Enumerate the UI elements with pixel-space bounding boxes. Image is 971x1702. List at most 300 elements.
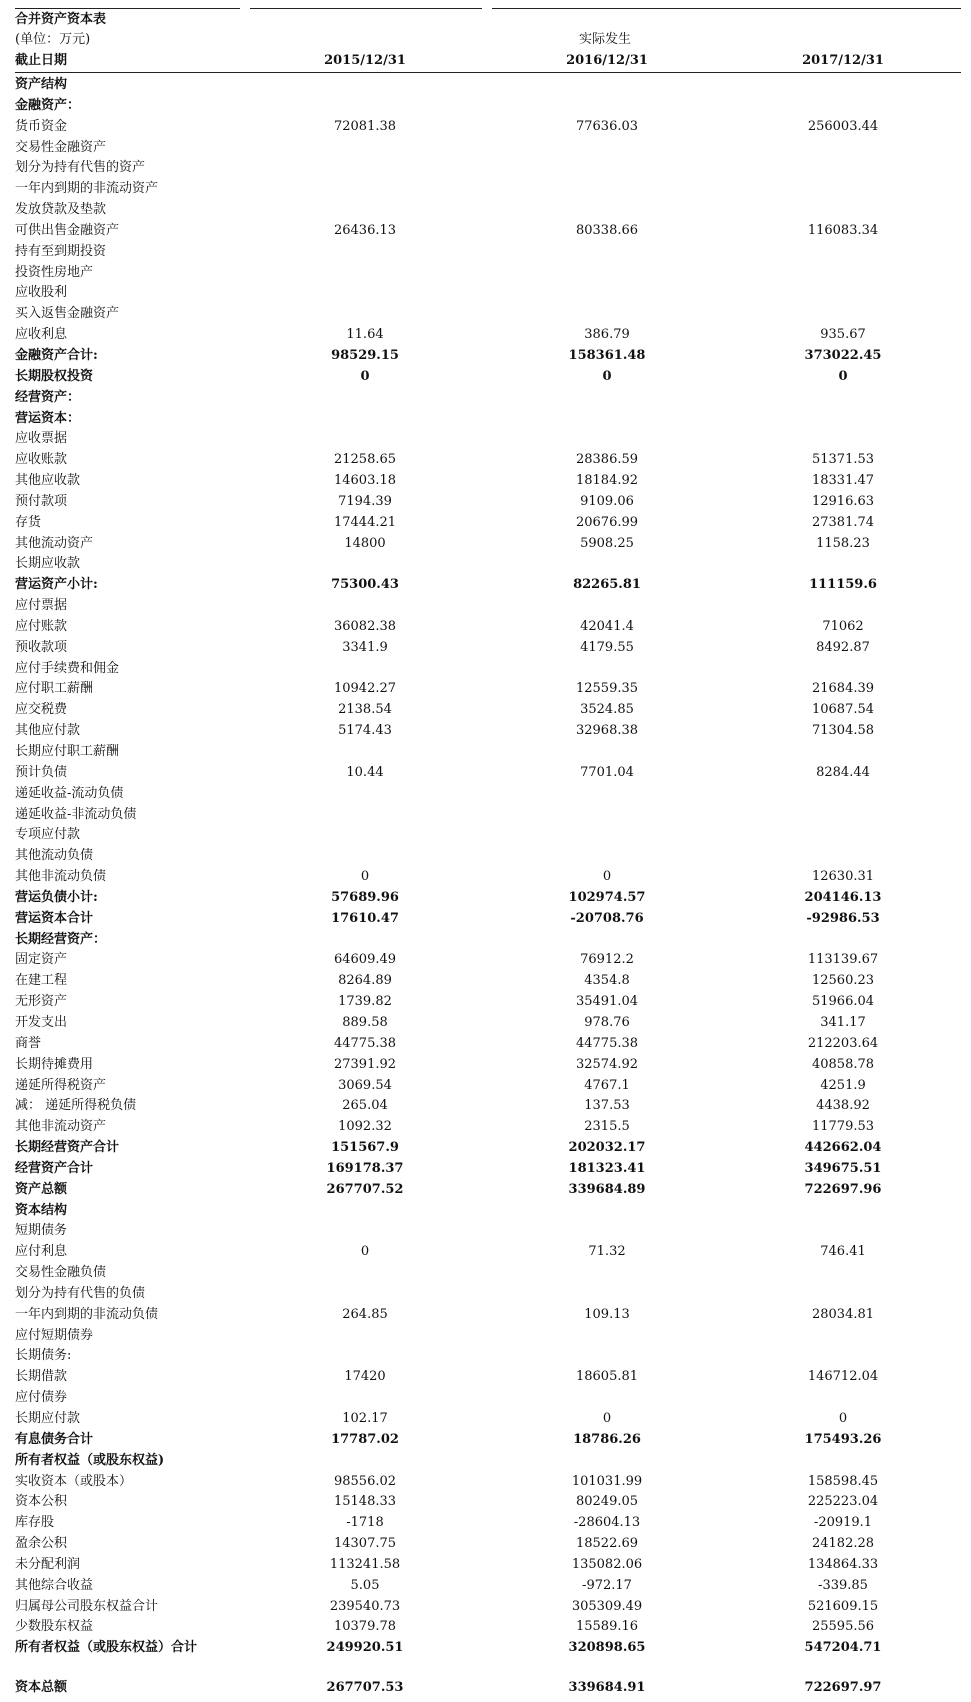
row-label: 短期债务 [15,1223,68,1239]
row-value-3: 746.41 [820,1244,866,1260]
row-label: 其他综合收益 [15,1577,94,1593]
row-value-1: 98556.02 [333,1473,397,1489]
table-row [0,179,971,200]
table-row [0,1242,971,1263]
row-value-2: 339684.91 [568,1680,646,1696]
row-label: 交易性金融资产 [15,139,107,155]
row-label: 其他非流动负债 [15,869,107,885]
row-value-1: 265.04 [342,1098,388,1114]
row-label: 金融资产合计: [15,347,98,363]
row-value-2: -28604.13 [573,1515,641,1531]
balance-table [0,75,971,1699]
table-row [0,1597,971,1618]
row-label: 其他非流动资产 [15,1119,107,1135]
row-value-3: 0 [838,1411,848,1426]
row-label: 所有者权益（或股东权益) [15,1452,165,1468]
row-label: 一年内到期的非流动资产 [15,181,159,197]
row-label: 少数股东权益 [15,1619,94,1635]
row-label: 资产总额 [15,1181,68,1197]
report-title: 合并资产资本表 [15,12,107,27]
table-row [0,1555,971,1576]
row-value-1: 75300.43 [331,577,399,593]
row-label: 营运资产小计: [15,577,98,593]
row-value-2: 0 [602,869,612,885]
row-value-3: 8284.44 [816,764,870,780]
table-row [0,1367,971,1388]
row-value-1: 2138.54 [338,702,392,718]
row-value-2: 0 [602,1411,612,1426]
table-row [0,513,971,534]
row-value-3: 10687.54 [811,702,875,718]
table-row [0,575,971,596]
row-value-2: 32968.38 [575,723,639,739]
table-row [0,1284,971,1305]
row-value-1: 17787.02 [331,1431,399,1447]
row-value-2: 18522.69 [575,1536,639,1552]
row-value-1: 14307.75 [333,1536,397,1552]
row-value-3: 1158.23 [816,535,870,551]
row-value-3: 12916.63 [811,493,875,509]
table-row [0,721,971,742]
row-value-1: 239540.73 [329,1598,401,1614]
row-value-2: 76912.2 [580,952,634,968]
row-label: 应付职工薪酬 [15,681,94,697]
row-value-3: 935.67 [820,327,866,343]
date-2017: 2017/12/31 [802,53,884,68]
row-value-2: 80338.66 [575,222,639,238]
row-value-3: 256003.44 [807,118,879,134]
row-value-1: 10942.27 [333,681,397,697]
row-value-1: 17444.21 [333,514,397,530]
table-row [0,846,971,867]
row-value-3: 116083.34 [807,222,879,238]
row-value-2: 18184.92 [575,473,639,489]
row-value-1: 3069.54 [338,1077,392,1093]
row-value-3: 25595.56 [811,1619,875,1635]
row-label: 应付利息 [15,1244,68,1260]
table-row [0,909,971,930]
row-value-1: 14800 [344,535,386,551]
row-value-3: 111159.6 [809,577,877,593]
row-value-1: 26436.13 [333,222,397,238]
row-label: 库存股 [15,1515,55,1531]
table-row [0,1201,971,1222]
table-row [0,1034,971,1055]
row-value-2: 202032.17 [568,1140,646,1156]
row-label: 其他流动负债 [15,848,94,864]
row-value-1: 64609.49 [333,952,397,968]
table-row [0,784,971,805]
row-label: 可供出售金融资产 [15,222,120,238]
table-row [0,1180,971,1201]
row-label: 应付手续费和佣金 [15,660,120,676]
row-value-1: 889.58 [342,1014,388,1030]
table-row [0,930,971,951]
table-row [0,1388,971,1409]
row-value-3: 204146.13 [804,889,882,905]
row-value-1: 1092.32 [338,1119,392,1135]
row-label: 金融资产： [15,97,81,113]
table-row [0,283,971,304]
row-value-2: 71.32 [588,1244,626,1260]
row-value-1: 8264.89 [338,973,392,989]
table-row [0,242,971,263]
row-label: 应付短期债券 [15,1327,94,1343]
row-value-3: 71062 [822,618,864,634]
row-value-1: 10.44 [346,764,384,780]
row-label: 长期应付职工薪酬 [15,744,120,759]
date-2015: 2015/12/31 [324,53,406,68]
table-row [0,1096,971,1117]
row-value-3: 12560.23 [811,973,875,989]
row-value-2: 4179.55 [580,639,634,655]
row-value-1: 21258.65 [333,452,397,468]
table-row [0,1617,971,1638]
row-value-1: 44775.38 [333,1035,397,1051]
row-label: 预付款项 [15,493,68,509]
table-row [0,1326,971,1347]
row-value-3: 40858.78 [811,1056,875,1072]
row-value-1: 72081.38 [333,118,397,134]
table-row [0,1472,971,1493]
row-value-1: 0 [360,869,370,885]
table-row [0,304,971,325]
row-value-2: 12559.35 [575,681,639,697]
column-group-label: 实际发生 [578,32,631,47]
row-label: 一年内到期的非流动负债 [15,1306,159,1322]
row-label: 固定资产 [15,952,68,968]
row-label: 长期应付款 [15,1411,81,1426]
table-row [0,1409,971,1430]
row-value-3: 521609.15 [807,1598,879,1614]
row-value-3: 71304.58 [811,723,875,739]
row-value-2: 15589.16 [575,1619,639,1635]
row-label: 应付票据 [15,598,68,614]
row-value-2: 82265.81 [573,577,641,593]
table-row [0,492,971,513]
row-value-1: 267707.53 [326,1680,404,1696]
table-row [0,700,971,721]
row-label: 其他应付款 [15,723,81,739]
table-row [0,1346,971,1367]
row-value-3: -20919.1 [813,1515,873,1531]
row-value-3: -339.85 [818,1577,868,1593]
table-row [0,659,971,680]
row-value-2: 305309.49 [571,1598,643,1614]
table-row [0,805,971,826]
row-value-3: 158598.45 [807,1473,879,1489]
row-value-3: 373022.45 [804,347,882,363]
row-value-1: 102.17 [342,1411,388,1426]
row-value-1: 5174.43 [338,723,392,739]
table-row [0,325,971,346]
row-label: 无形资产 [15,994,68,1010]
row-value-2: 135082.06 [571,1556,643,1572]
row-label: 所有者权益（或股东权益）合计 [15,1640,198,1656]
row-value-3: 18331.47 [811,473,875,489]
row-label: 货币资金 [15,118,68,134]
row-value-2: 35491.04 [575,994,639,1010]
table-row [0,1678,971,1699]
row-value-2: 109.13 [584,1306,630,1322]
table-row [0,1055,971,1076]
table-row [0,825,971,846]
row-value-2: 386.79 [584,327,630,343]
row-label: 递延收益-非流动负债 [15,806,137,822]
row-label: 持有至到期投资 [15,243,107,259]
row-value-1: 264.85 [342,1306,388,1322]
row-value-3: 4438.92 [816,1098,870,1114]
table-row [0,96,971,117]
table-row [0,263,971,284]
row-label: 应付账款 [15,618,68,634]
row-value-3: 722697.96 [804,1181,882,1197]
table-row [0,554,971,575]
row-label: 商誉 [15,1035,42,1051]
row-value-2: 77636.03 [575,118,639,134]
row-label: 专项应付款 [15,827,81,843]
row-value-1: 151567.9 [331,1140,399,1156]
row-value-2: 4767.1 [584,1077,630,1093]
row-value-3: 134864.33 [807,1556,879,1572]
row-value-3: 12630.31 [811,869,875,885]
row-label: 存货 [15,514,42,530]
row-value-1: 169178.37 [326,1160,404,1176]
top-rule-2 [250,8,482,9]
row-value-1: 3341.9 [342,639,388,655]
row-value-2: 320898.65 [568,1640,646,1656]
row-value-2: 101031.99 [571,1473,643,1489]
row-label: 投资性房地产 [15,264,94,280]
row-label: 经营资产合计 [15,1160,94,1176]
row-label: 营运资本合计 [15,910,94,926]
row-value-3: 0 [838,368,848,384]
row-value-3: 24182.28 [811,1536,875,1552]
row-value-3: 341.17 [820,1014,866,1030]
row-label: 长期股权投资 [15,368,94,384]
row-value-3: 442662.04 [804,1140,882,1156]
row-value-2: 18605.81 [575,1369,639,1385]
row-label: 交易性金融负债 [15,1265,107,1281]
row-value-2: 9109.06 [580,493,634,509]
table-row [0,534,971,555]
unit-label: (单位：万元) [15,32,91,47]
row-value-2: 44775.38 [575,1035,639,1051]
row-label: 其他流动资产 [15,535,94,551]
row-value-2: -972.17 [582,1577,632,1593]
row-value-2: 102974.57 [568,889,646,905]
table-row [0,992,971,1013]
row-label: 资本总额 [15,1680,68,1696]
row-value-1: 57689.96 [331,889,399,905]
table-row [0,1263,971,1284]
top-rule-3 [492,8,961,9]
row-value-3: 11779.53 [811,1119,875,1135]
row-label: 营运负债小计: [15,889,98,905]
row-label: 应收股利 [15,285,68,301]
row-value-1: 249920.51 [326,1640,404,1656]
row-value-2: 80249.05 [575,1494,639,1510]
row-value-3: 146712.04 [807,1369,879,1385]
row-label: 资本结构 [15,1202,68,1218]
table-row [0,596,971,617]
row-label: 发放贷款及垫款 [15,202,107,218]
row-value-2: 42041.4 [580,618,634,634]
row-value-1: 36082.38 [333,618,397,634]
row-label: 应收利息 [15,327,68,343]
row-value-3: 113139.67 [807,952,879,968]
row-value-2: 0 [602,368,612,384]
row-label: 资本公积 [15,1494,68,1510]
row-value-3: 349675.51 [804,1160,882,1176]
row-label: 递延所得税资产 [15,1077,107,1093]
row-label: 在建工程 [15,973,68,989]
table-row [0,1159,971,1180]
table-row [0,763,971,784]
row-value-1: 113241.58 [329,1556,401,1572]
row-value-2: 28386.59 [575,452,639,468]
row-label: 盈余公积 [15,1536,68,1552]
row-label: 未分配利润 [15,1556,81,1572]
row-label: 递延收益-流动负债 [15,785,124,801]
table-row [0,450,971,471]
table-row [0,200,971,221]
row-label: 营运资本： [15,410,81,426]
row-value-1: 7194.39 [338,493,392,509]
row-value-3: 8492.87 [816,639,870,655]
row-value-1: 98529.15 [331,347,399,363]
row-value-3: 175493.26 [804,1431,882,1447]
table-row [0,367,971,388]
table-row [0,409,971,430]
table-row [0,1451,971,1472]
row-value-2: 339684.89 [568,1181,646,1197]
row-label: 预计负债 [15,764,68,780]
row-label: 归属母公司股东权益合计 [15,1598,159,1614]
table-row [0,679,971,700]
table-row [0,346,971,367]
table-row [0,1534,971,1555]
row-label: 应收账款 [15,452,68,468]
row-value-3: 27381.74 [811,514,875,530]
row-value-2: 32574.92 [575,1056,639,1072]
row-value-3: -92986.53 [806,910,880,926]
row-value-3: 547204.71 [804,1640,882,1656]
row-value-1: 0 [360,1244,370,1260]
date-label: 截止日期 [15,53,68,68]
table-row [0,1138,971,1159]
table-row [0,158,971,179]
row-label: 长期待摊费用 [15,1056,94,1072]
row-label: 资产结构 [15,77,68,92]
table-row [0,1305,971,1326]
row-label: 应交税费 [15,702,68,718]
row-value-3: 21684.39 [811,681,875,697]
top-rule-1 [15,8,240,9]
table-row [0,75,971,96]
row-value-2: 4354.8 [584,973,630,989]
row-label: 划分为持有代售的资产 [15,160,146,176]
row-value-2: 20676.99 [575,514,639,530]
row-value-1: 15148.33 [333,1494,397,1510]
row-value-1: -1718 [346,1515,384,1531]
row-value-1: 1739.82 [338,994,392,1010]
row-value-1: 17420 [344,1369,386,1385]
row-value-2: 978.76 [584,1014,630,1030]
table-row [0,742,971,763]
table-row [0,971,971,992]
row-label: 买入返售金融资产 [15,306,120,322]
row-value-1: 0 [360,368,370,384]
row-value-2: 3524.85 [580,702,634,718]
row-label: 其他应收款 [15,473,81,489]
table-row [0,867,971,888]
row-label: 划分为持有代售的负债 [15,1285,146,1301]
header-rule [15,72,961,73]
row-label: 实收资本（或股本） [15,1473,133,1489]
table-row [0,1076,971,1097]
table-row [0,1430,971,1451]
row-value-2: 158361.48 [568,347,646,363]
table-row [0,1013,971,1034]
row-value-2: 5908.25 [580,535,634,551]
row-value-3: 722697.97 [804,1680,882,1696]
row-label: 减： 递延所得税负债 [15,1098,137,1114]
row-value-3: 51371.53 [811,452,875,468]
row-label: 长期借款 [15,1369,68,1385]
row-value-1: 11.64 [346,327,384,343]
row-value-2: 7701.04 [580,764,634,780]
row-value-3: 4251.9 [820,1077,866,1093]
row-label: 应收票据 [15,431,68,447]
row-label: 应付债券 [15,1390,68,1406]
row-value-3: 212203.64 [807,1035,879,1051]
row-label: 经营资产： [15,389,81,405]
table-row [0,117,971,138]
row-value-2: -20708.76 [570,910,644,926]
table-row [0,638,971,659]
row-value-2: 137.53 [584,1098,630,1114]
row-value-1: 5.05 [350,1577,380,1593]
table-row [0,1117,971,1138]
row-value-2: 181323.41 [568,1160,646,1176]
table-row [0,471,971,492]
table-row [0,950,971,971]
row-value-1: 17610.47 [331,910,399,926]
row-label: 长期经营资产合计 [15,1140,120,1156]
table-row [0,388,971,409]
row-value-1: 10379.78 [333,1619,397,1635]
table-row [0,1638,971,1678]
row-label: 长期应收款 [15,556,81,572]
row-label: 长期债务: [15,1348,72,1364]
row-value-1: 27391.92 [333,1056,397,1072]
table-row [0,429,971,450]
row-value-3: 225223.04 [807,1494,879,1510]
table-row [0,888,971,909]
row-value-3: 28034.81 [811,1306,875,1322]
table-row [0,1221,971,1242]
row-value-1: 14603.18 [333,473,397,489]
table-row [0,1492,971,1513]
row-label: 有息债务合计 [15,1431,94,1447]
row-value-3: 51966.04 [811,994,875,1010]
row-label: 预收款项 [15,639,68,655]
table-row [0,221,971,242]
row-label: 开发支出 [15,1014,68,1030]
row-value-1: 267707.52 [326,1181,404,1197]
row-label: 长期经营资产： [15,931,107,947]
